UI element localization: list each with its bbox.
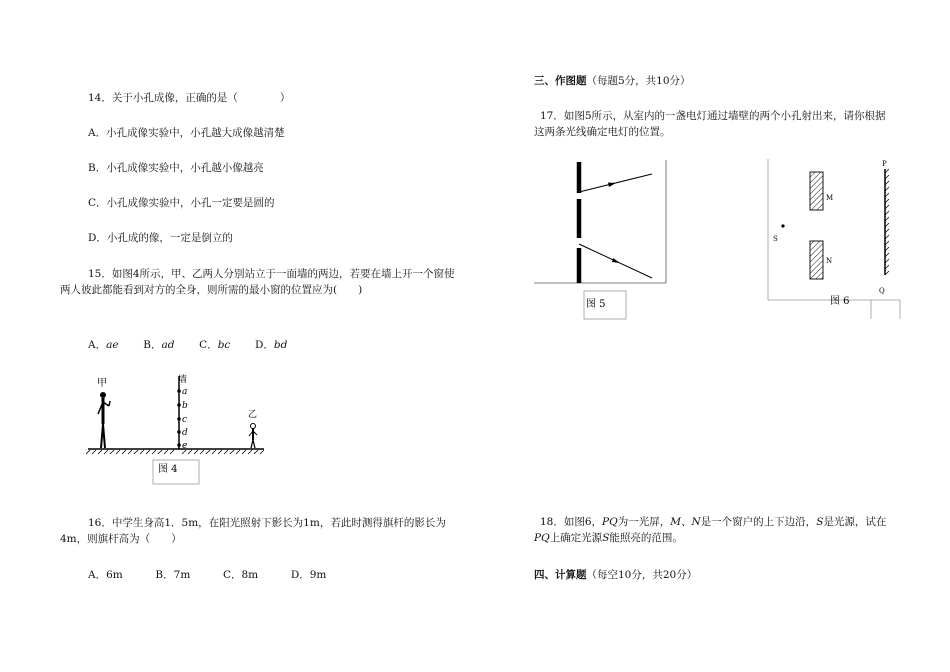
figure-5 [532,158,672,322]
q14-stem: 14．关于小孔成像，正确的是（ ） [88,92,291,104]
q16-option-c: C．8m [222,569,259,581]
label-n: N [826,257,833,265]
q15-option-b: B．ad [143,339,175,351]
q18-line-1: 18．如图6，PQ为一光屏，M、N是一个窗户的上下边沿，S是光源，试在 [540,516,887,528]
q18-line-2: PQ上确定光源S能照亮的范围。 [534,532,683,544]
person-b-label: 乙 [248,410,258,420]
section-4-heading [534,567,697,583]
label-p: P [882,160,887,168]
section-4-note: （每空10分，共20分） [586,569,698,581]
q16-option-b: B．7m [155,569,191,581]
q15-option-d: D．bd [255,339,288,351]
wall-point-d: d [182,428,188,438]
q16-stem: 16．中学生身高1．5m，在阳光照射下影长为1m，若此时测得旗杆的影长为4m，则旗杆高为（ ） [60,517,446,545]
q14-option-b: B．小孔成像实验中，小孔越小像越亮 [88,162,264,174]
q14-option-c: C．小孔成像实验中，小孔一定要是圆的 [88,197,275,209]
wall-point-b: b [182,401,188,411]
q16-options [88,567,326,583]
q16-option-d: D．9m [290,569,327,581]
section-3-note: （每题5分，共10分） [586,75,691,87]
person-a-label: 甲 [97,378,107,389]
person-b-figure [249,424,257,449]
section-3-title: 三、作图题 [534,75,587,87]
q17-stem: 17．如图5所示，从室内的一盏电灯通过墙壁的两个小孔射出来，请你根据这两条光线确定电灯的位置。 [534,110,886,138]
label-m: M [826,194,834,202]
person-a-figure [98,392,110,448]
figure-5-caption: 图 5 [586,299,606,310]
wall-point-e: e [182,441,188,451]
figure-4-caption: 图 4 [158,464,178,475]
q16-option-a: A．6m [88,569,123,581]
section-4-title: 四、计算题 [534,569,587,581]
q15-option-a: A．ae [88,339,119,351]
q15-option-c: C．bc [199,339,231,351]
wall-point-a: a [182,387,188,397]
figure-4 [86,370,266,488]
q14-option-d: D．小孔成的像，一定是倒立的 [88,232,233,244]
figure-6 [764,155,904,321]
light-source-dot [781,224,784,227]
q15-stem: 15．如图4所示，甲、乙两人分别站立于一面墙的两边，若要在墙上开一个窗使两人彼此都能看到对方的全身，则所需的最小窗的位置应为( ) [60,268,455,296]
section-3-heading [534,73,691,89]
q15-options [88,337,287,353]
figure-6-caption: 图 6 [830,296,850,307]
wall-point-c: c [182,415,188,425]
label-q: Q [879,287,885,295]
wall-label: 墙 [178,375,188,385]
q14-option-a: A．小孔成像实验中，小孔越大成像越清楚 [88,127,285,139]
label-s: S [773,235,778,243]
